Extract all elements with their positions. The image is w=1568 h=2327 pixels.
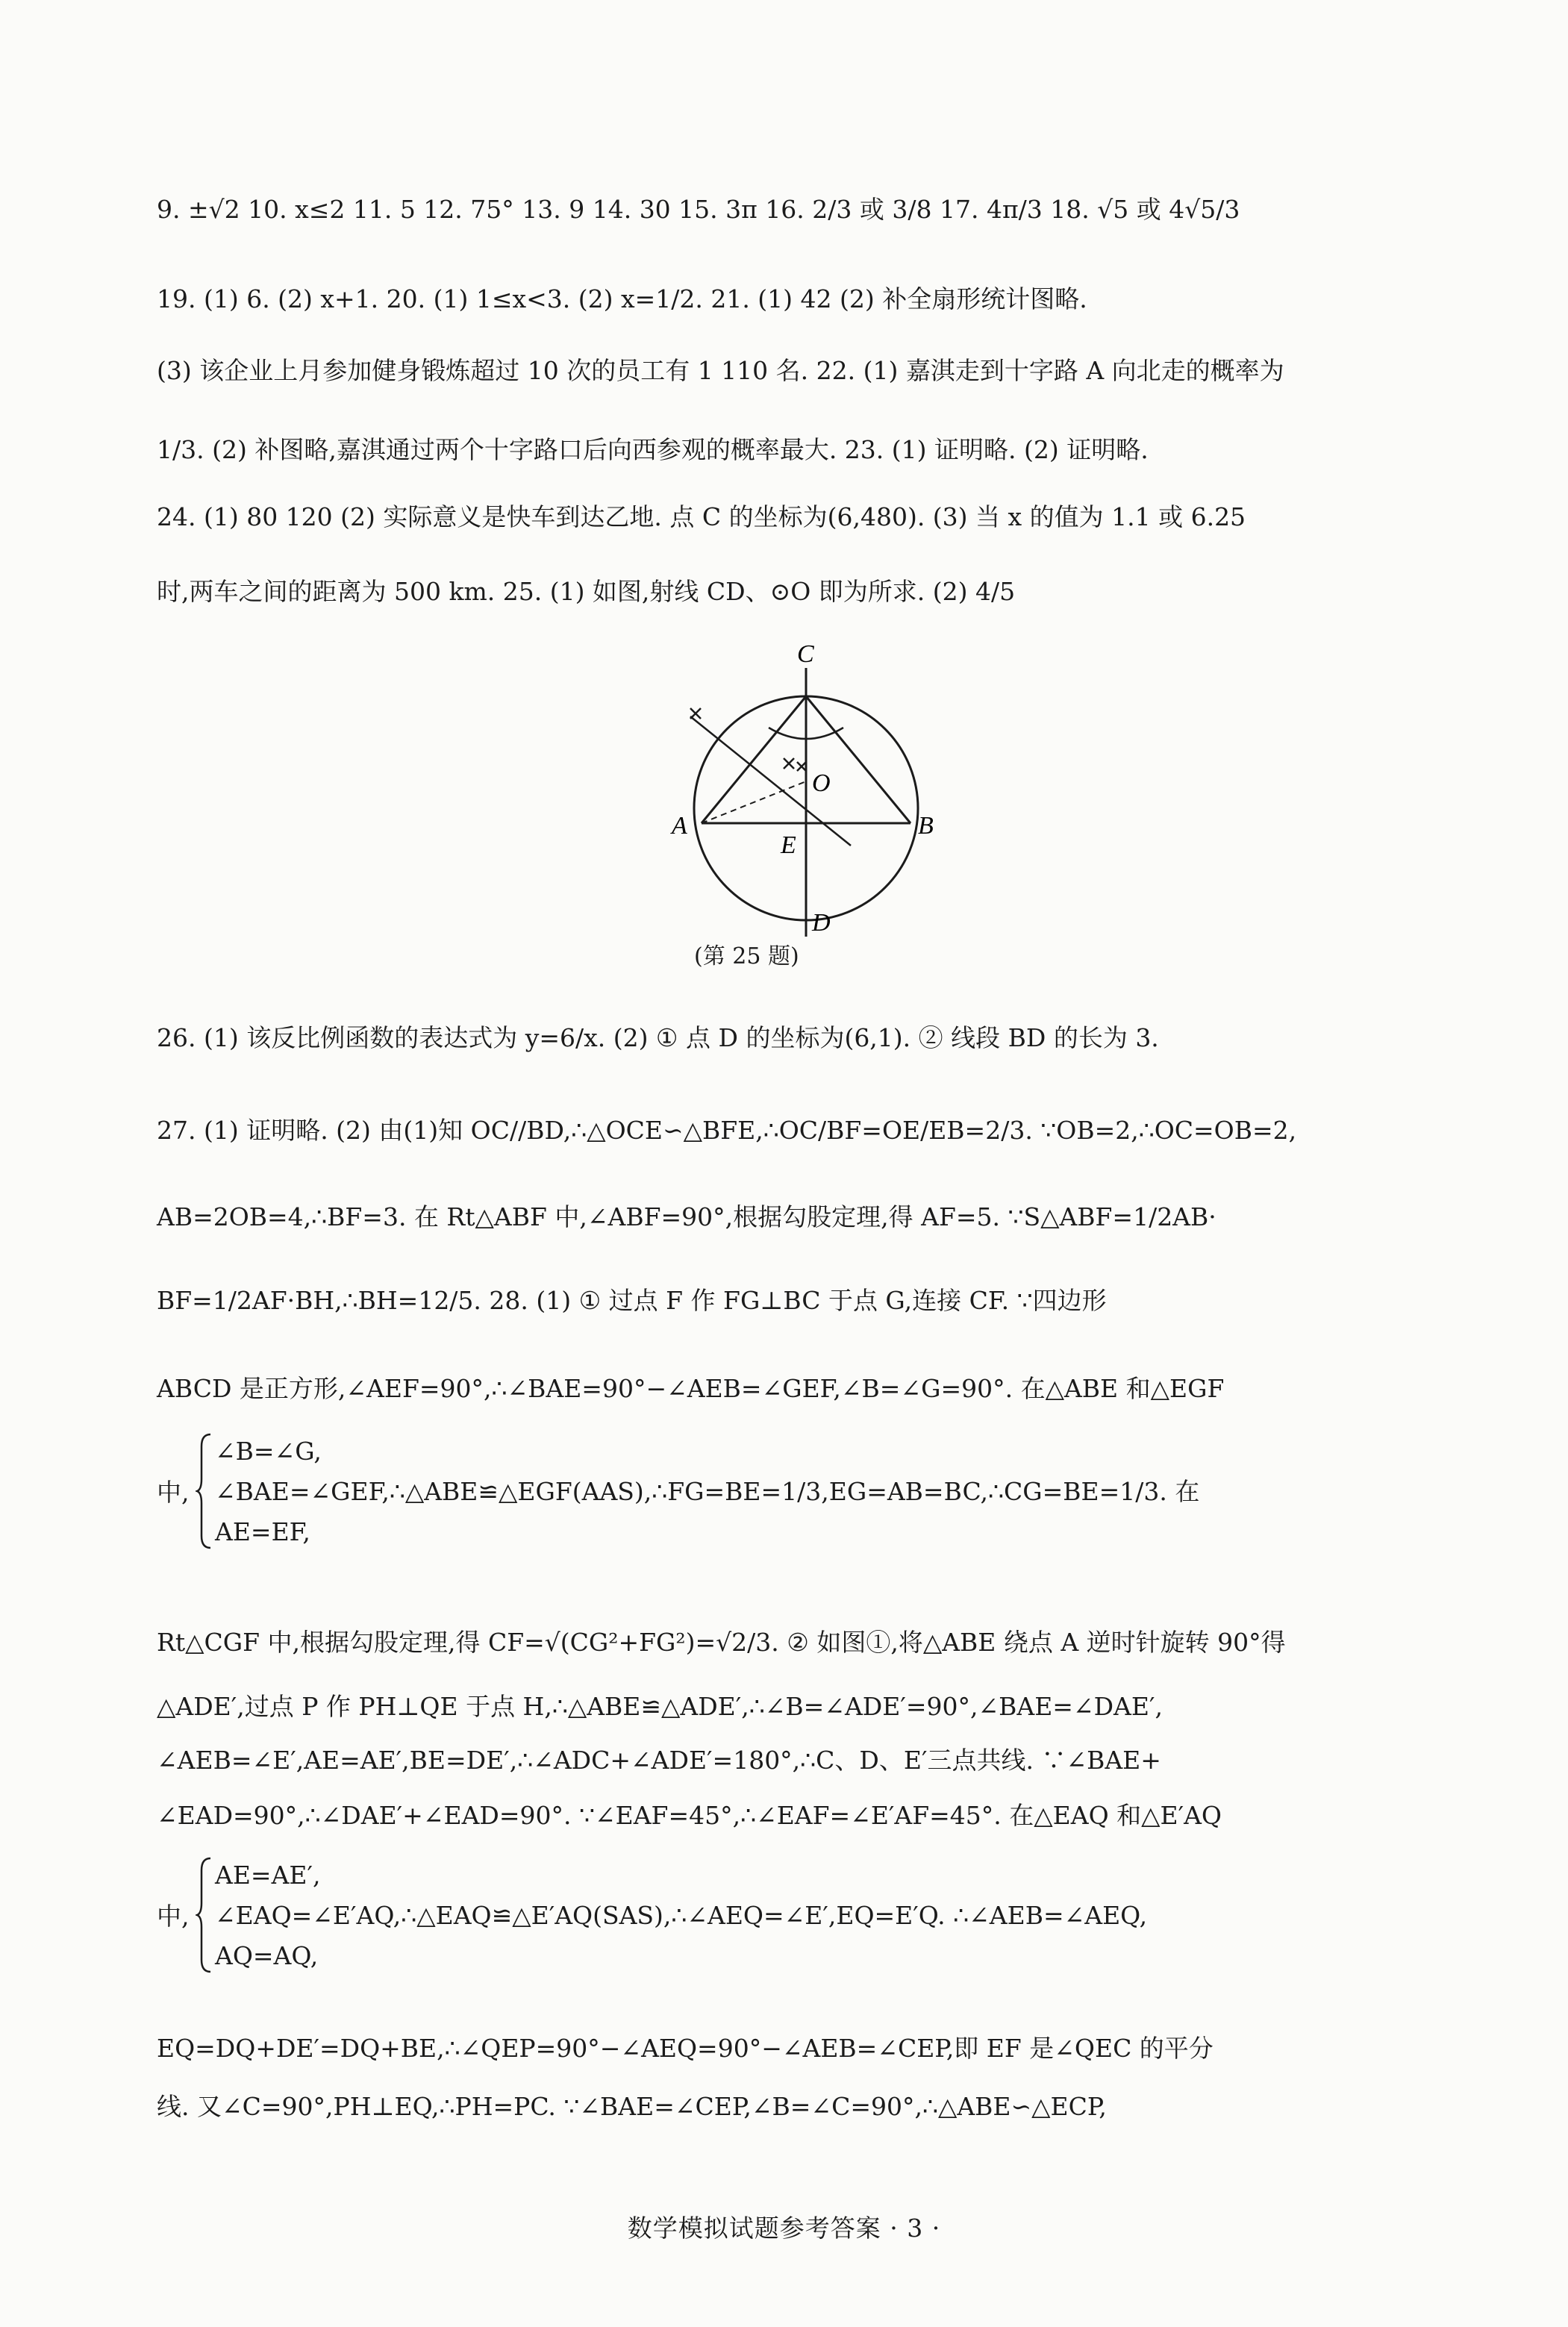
answer-line-5: 24. (1) 80 120 (2) 实际意义是快车到达乙地. 点 C 的坐标为(6,480). (3) 当 x 的值为 1.1 或 6.25 [157,502,1246,531]
construction-cross-1 [690,708,701,719]
label-e: E [781,831,796,859]
brace-1-row-1: ∠B=∠G, [215,1437,322,1466]
answer-line-4: 1/3. (2) 补图略,嘉淇通过两个十字路口后向西参观的概率最大. 23. (1) 证明略. (2) 证明略. [157,435,1149,464]
answer-line-2: 19. (1) 6. (2) x+1. 20. (1) 1≤x<3. (2) x=1/2. 21. (1) 42 (2) 补全扇形统计图略. [157,284,1087,313]
answer-line-15: ∠EAD=90°,∴∠DAE′+∠EAD=90°. ∵∠EAF=45°,∴∠EAF=∠E′AF=45°. 在△EAQ 和△E′AQ [157,1801,1222,1830]
page-footer: 数学模拟试题参考答案 · 3 · [627,2214,941,2243]
construction-cross-2 [784,758,794,769]
answer-line-8: 27. (1) 证明略. (2) 由(1)知 OC//BD,∴△OCE∽△BFE,∴OC/BF=OE/EB=2/3. ∵OB=2,∴OC=OB=2, [157,1116,1297,1145]
answer-line-16: EQ=DQ+DE′=DQ+BE,∴∠QEP=90°−∠AEQ=90°−∠AEB=∠CEP,即 EF 是∠QEC 的平分 [157,2034,1214,2063]
answer-line-12: Rt△CGF 中,根据勾股定理,得 CF=√(CG²+FG²)=√2/3. ② 如图①,将△ABE 绕点 A 逆时针旋转 90°得 [157,1628,1286,1657]
circle-construction-diagram [649,638,963,959]
answer-line-9: AB=2OB=4,∴BF=3. 在 Rt△ABF 中,∠ABF=90°,根据勾股定理,得 AF=5. ∵S△ABF=1/2AB· [157,1202,1216,1231]
answer-line-14: ∠AEB=∠E′,AE=AE′,BE=DE′,∴∠ADC+∠ADE′=180°,∴C、D、E′三点共线. ∵∠BAE+ [157,1746,1161,1775]
brace-1-row-2: ∠BAE=∠GEF,∴△ABE≌△EGF(AAS),∴FG=BE=1/3,EG=AB=BC,∴CG=BE=1/3. 在 [215,1477,1200,1506]
label-o: O [812,769,831,797]
answer-line-6: 时,两车之间的距离为 500 km. 25. (1) 如图,射线 CD、⊙O 即为所求. (2) 4/5 [157,577,1016,606]
figure-caption: (第 25 题) [694,943,799,969]
segment-ca [702,696,806,823]
label-d: D [812,909,831,937]
brace-1-row-3: AE=EF, [215,1517,310,1546]
brace-2-row-1: AE=AE′, [215,1861,321,1890]
label-c: C [797,640,814,668]
answer-line-1: 9. ±√2 10. x≤2 11. 5 12. 75° 13. 9 14. 30 15. 3π 16. 2/3 或 3/8 17. 4π/3 18. √5 或 4√5/3 [157,195,1240,224]
brace-system-1 [157,1431,1455,1551]
answer-line-13: △ADE′,过点 P 作 PH⊥QE 于点 H,∴△ABE≌△ADE′,∴∠B=∠ADE′=90°,∠BAE=∠DAE′, [157,1692,1163,1721]
left-brace-icon [196,1431,213,1551]
answer-line-10: BF=1/2AF·BH,∴BH=12/5. 28. (1) ① 过点 F 作 FG⊥BC 于点 G,连接 CF. ∵四边形 [157,1286,1107,1315]
brace-prefix-1: 中, [157,1478,190,1507]
answer-line-3: (3) 该企业上月参加健身锻炼超过 10 次的员工有 1 110 名. 22. (1) 嘉淇走到十字路 A 向北走的概率为 [157,356,1284,385]
answer-line-7: 26. (1) 该反比例函数的表达式为 y=6/x. (2) ① 点 D 的坐标为(6,1). ② 线段 BD 的长为 3. [157,1023,1159,1052]
answer-line-11: ABCD 是正方形,∠AEF=90°,∴∠BAE=90°−∠AEB=∠GEF,∠B=∠G=90°. 在△ABE 和△EGF [157,1374,1225,1403]
problem-25-figure [649,638,963,959]
left-brace-icon [196,1855,213,1975]
label-b: B [918,812,934,840]
brace-prefix-2: 中, [157,1902,190,1931]
answer-line-17: 线. 又∠C=90°,PH⊥EQ,∴PH=PC. ∵∠BAE=∠CEP,∠B=∠C=90°,∴△ABE∽△ECP, [157,2092,1107,2121]
segment-ao-dashed [702,781,806,823]
segment-cb [806,696,910,823]
construction-cross-3 [797,762,806,771]
brace-system-2 [157,1855,1455,1975]
brace-2-row-2: ∠EAQ=∠E′AQ,∴△EAQ≌△E′AQ(SAS),∴∠AEQ=∠E′,EQ=E′Q. ∴∠AEB=∠AEQ, [215,1901,1148,1930]
brace-2-row-3: AQ=AQ, [215,1941,319,1970]
label-a: A [672,812,687,840]
